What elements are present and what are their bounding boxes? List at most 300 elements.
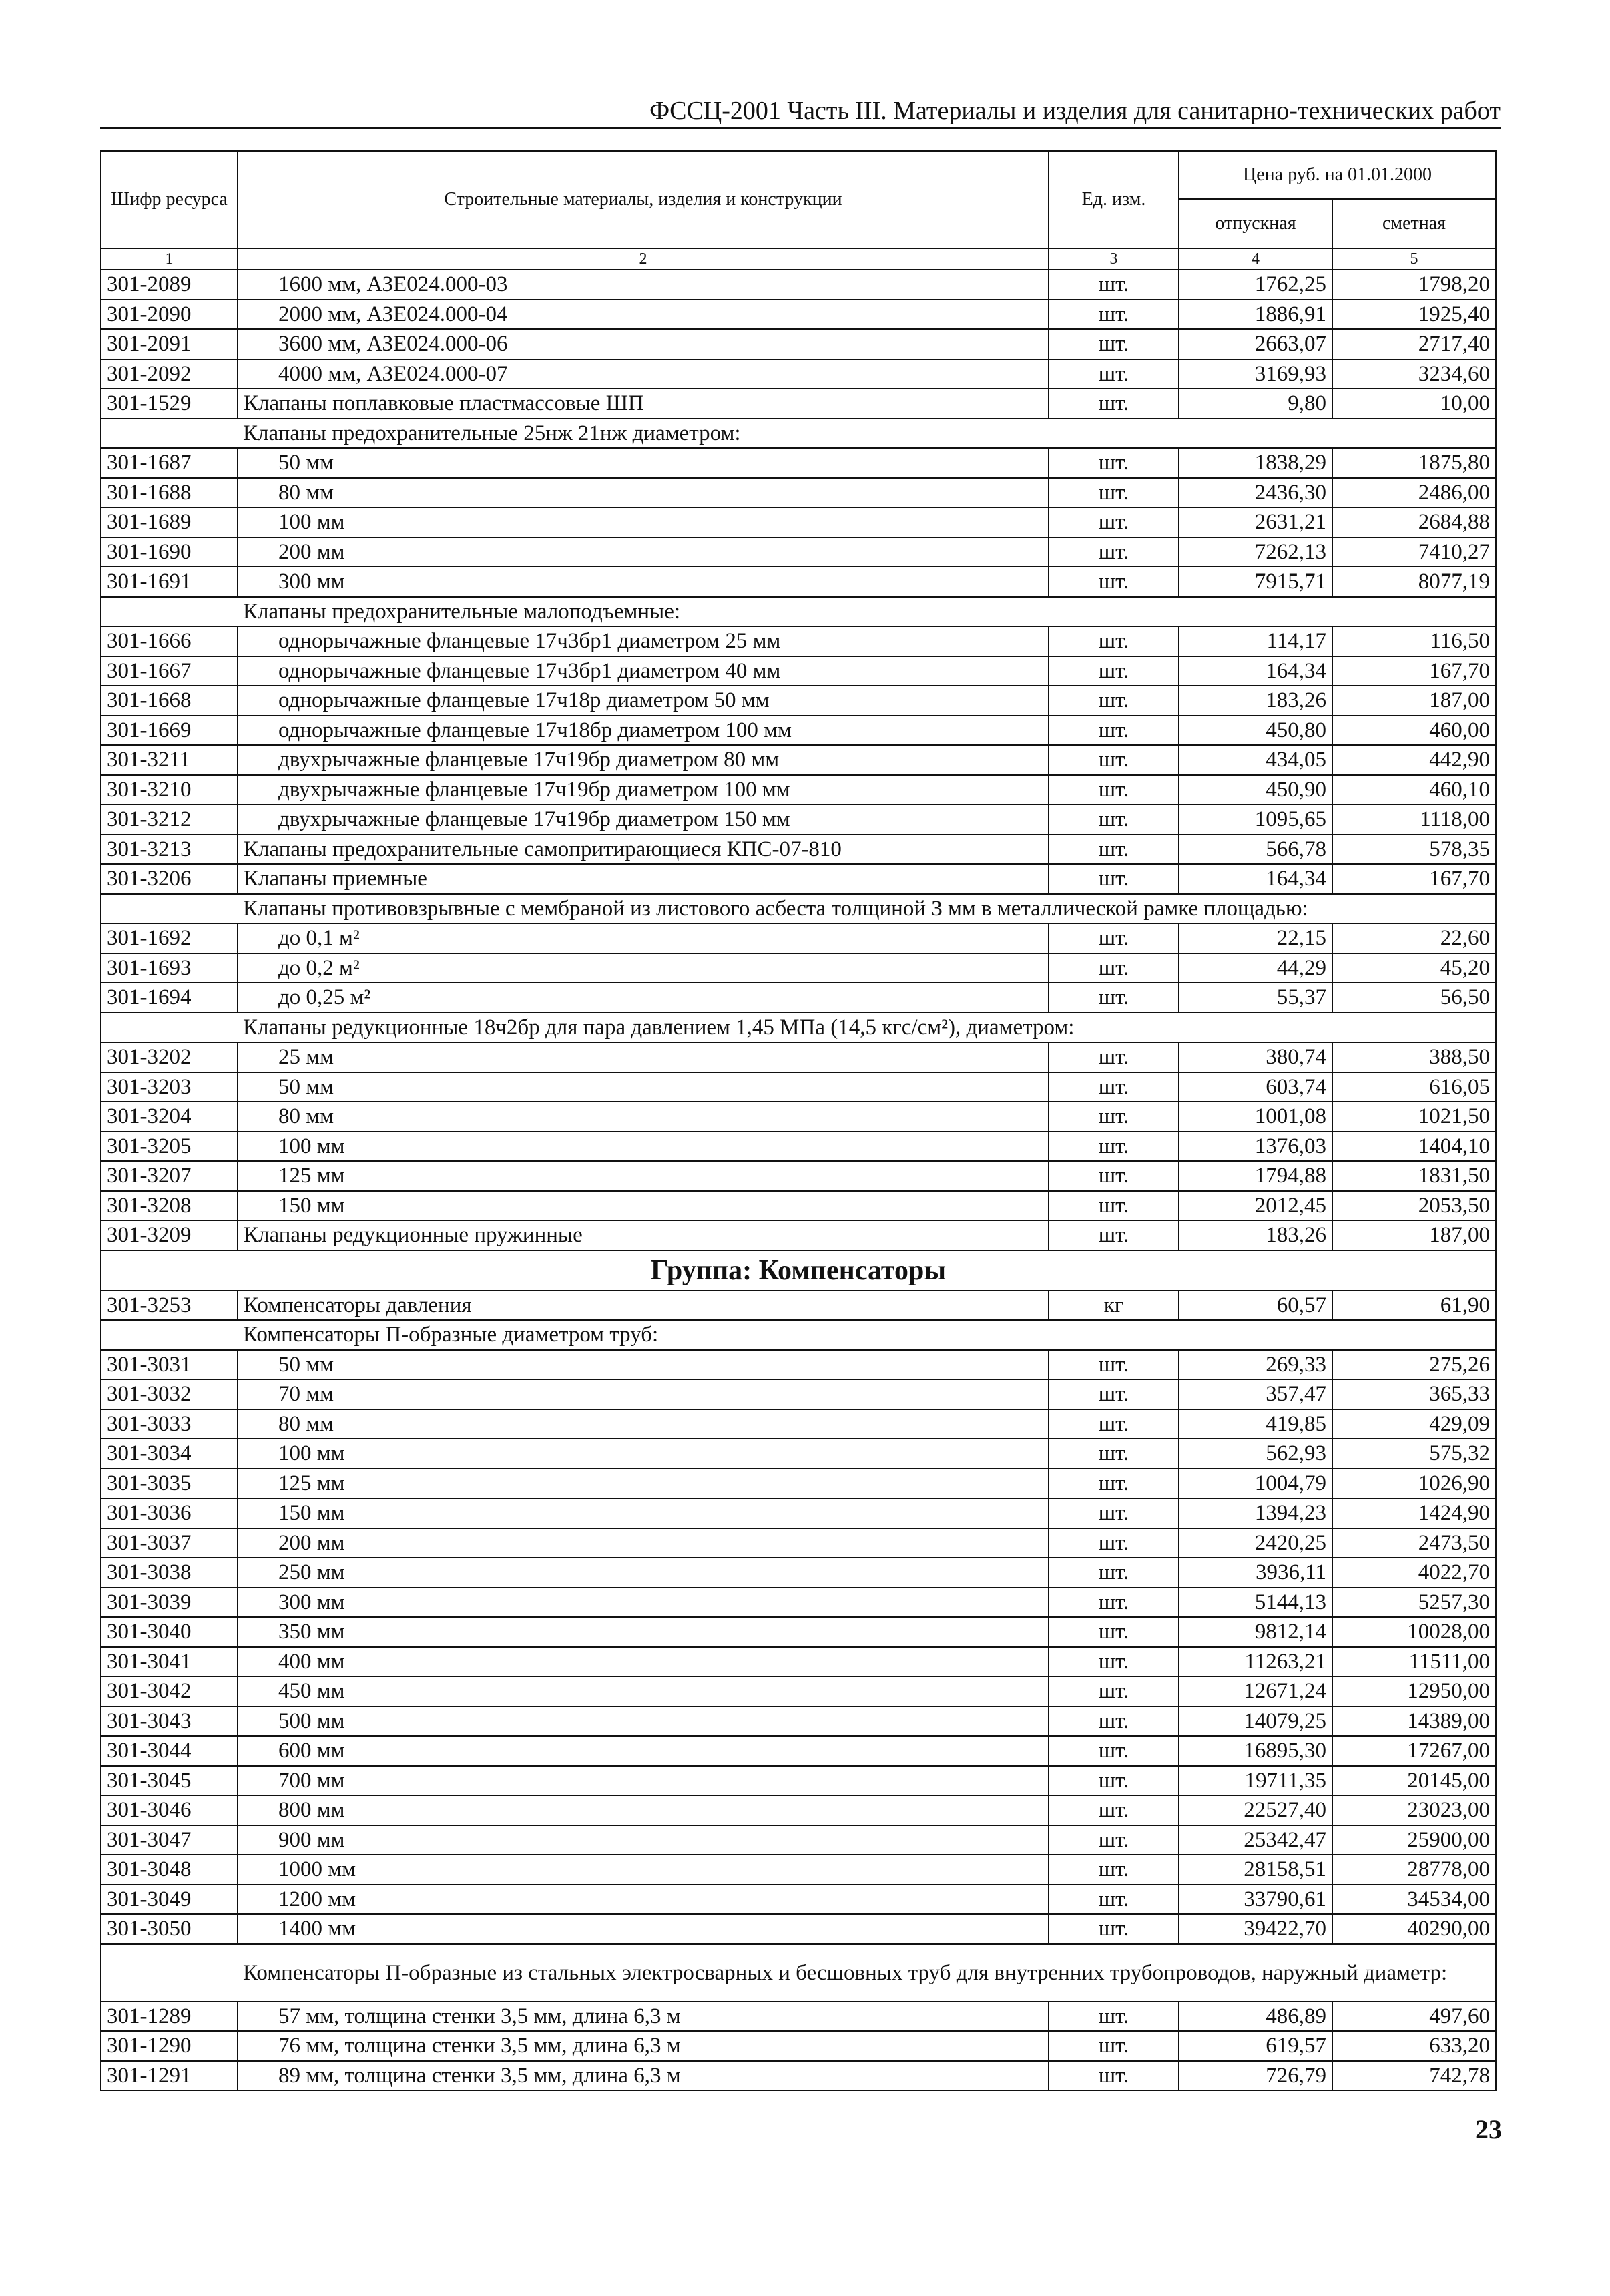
table-row (101, 686, 1496, 716)
price-estimate: 1424,90 (1332, 1498, 1496, 1528)
item-name: 89 мм, толщина стенки 3,5 мм, длина 6,3 м (238, 2061, 1049, 2091)
price-release: 3936,11 (1179, 1558, 1332, 1588)
price-release: 450,80 (1179, 716, 1332, 746)
unit-of-measure: шт. (1049, 537, 1179, 567)
resource-code: 301-3035 (101, 1469, 238, 1499)
item-name: 700 мм (238, 1766, 1049, 1796)
price-release: 9,80 (1179, 389, 1332, 419)
unit-of-measure: шт. (1049, 1706, 1179, 1737)
unit-of-measure: шт. (1049, 300, 1179, 330)
unit-of-measure: шт. (1049, 507, 1179, 537)
item-name: однорычажные фланцевые 17ч18р диаметром 50 мм (238, 686, 1049, 716)
price-release: 164,34 (1179, 864, 1332, 894)
item-name: 70 мм (238, 1379, 1049, 1409)
price-estimate: 1021,50 (1332, 1102, 1496, 1132)
resource-code: 301-2091 (101, 329, 238, 359)
resource-code: 301-3213 (101, 835, 238, 865)
item-name: 100 мм (238, 507, 1049, 537)
item-name: Клапаны приемные (238, 864, 1049, 894)
item-name: 300 мм (238, 1588, 1049, 1618)
price-release: 183,26 (1179, 1220, 1332, 1250)
price-estimate: 2473,50 (1332, 1528, 1496, 1558)
column-number: 4 (1179, 248, 1332, 270)
resource-code: 301-3044 (101, 1736, 238, 1766)
price-estimate: 575,32 (1332, 1439, 1496, 1469)
subheading-row (101, 1320, 1496, 1350)
price-release: 603,74 (1179, 1072, 1332, 1102)
table-row (101, 1558, 1496, 1588)
resource-code: 301-2090 (101, 300, 238, 330)
unit-of-measure: шт. (1049, 1825, 1179, 1855)
price-release: 19711,35 (1179, 1766, 1332, 1796)
price-estimate: 633,20 (1332, 2031, 1496, 2061)
table-row (101, 1220, 1496, 1250)
price-estimate: 429,09 (1332, 1409, 1496, 1439)
subheading-row (101, 419, 1496, 449)
resource-code: 301-3049 (101, 1885, 238, 1915)
item-name: Клапаны редукционные пружинные (238, 1220, 1049, 1250)
item-name: 150 мм (238, 1498, 1049, 1528)
resource-code: 301-1689 (101, 507, 238, 537)
price-estimate: 22,60 (1332, 923, 1496, 953)
price-estimate: 1118,00 (1332, 805, 1496, 835)
resource-code: 301-2089 (101, 270, 238, 300)
table-row (101, 983, 1496, 1013)
unit-of-measure: шт. (1049, 1676, 1179, 1706)
resource-code: 301-3041 (101, 1647, 238, 1677)
table-row (101, 923, 1496, 953)
price-estimate: 45,20 (1332, 953, 1496, 983)
item-name: двухрычажные фланцевые 17ч19бр диаметром 100 мм (238, 775, 1049, 805)
price-release: 380,74 (1179, 1042, 1332, 1072)
price-estimate: 497,60 (1332, 2002, 1496, 2032)
unit-of-measure: шт. (1049, 389, 1179, 419)
table-row (101, 1766, 1496, 1796)
group-heading: Группа: Компенсаторы (101, 1250, 1496, 1291)
price-release: 114,17 (1179, 626, 1332, 656)
unit-of-measure: шт. (1049, 2002, 1179, 2032)
subheading-row (101, 597, 1496, 627)
item-name: 100 мм (238, 1132, 1049, 1162)
item-name: 125 мм (238, 1161, 1049, 1191)
unit-of-measure: шт. (1049, 1469, 1179, 1499)
table-row (101, 300, 1496, 330)
price-release: 60,57 (1179, 1291, 1332, 1321)
price-release: 7915,71 (1179, 567, 1332, 597)
table-row (101, 1706, 1496, 1737)
subheading-row (101, 894, 1496, 924)
price-estimate: 40290,00 (1332, 1914, 1496, 1944)
price-release: 1095,65 (1179, 805, 1332, 835)
unit-of-measure: кг (1049, 1291, 1179, 1321)
price-release: 486,89 (1179, 2002, 1332, 2032)
resource-code: 301-1666 (101, 626, 238, 656)
unit-of-measure: шт. (1049, 1498, 1179, 1528)
table-row (101, 656, 1496, 686)
item-name: 100 мм (238, 1439, 1049, 1469)
price-estimate: 12950,00 (1332, 1676, 1496, 1706)
price-release: 726,79 (1179, 2061, 1332, 2091)
table-row (101, 1617, 1496, 1647)
price-estimate: 2486,00 (1332, 478, 1496, 508)
column-header-code: Шифр ресурса (101, 151, 238, 248)
price-release: 183,26 (1179, 686, 1332, 716)
table-row (101, 1072, 1496, 1102)
unit-of-measure: шт. (1049, 1647, 1179, 1677)
resource-code: 301-3205 (101, 1132, 238, 1162)
price-release: 566,78 (1179, 835, 1332, 865)
item-name: 25 мм (238, 1042, 1049, 1072)
price-estimate: 25900,00 (1332, 1825, 1496, 1855)
unit-of-measure: шт. (1049, 1132, 1179, 1162)
resource-code: 301-3039 (101, 1588, 238, 1618)
price-release: 2663,07 (1179, 329, 1332, 359)
unit-of-measure: шт. (1049, 1042, 1179, 1072)
unit-of-measure: шт. (1049, 2031, 1179, 2061)
subheading-spacer (101, 597, 238, 627)
unit-of-measure: шт. (1049, 1914, 1179, 1944)
unit-of-measure: шт. (1049, 1558, 1179, 1588)
price-estimate: 61,90 (1332, 1291, 1496, 1321)
price-release: 1004,79 (1179, 1469, 1332, 1499)
price-estimate: 20145,00 (1332, 1766, 1496, 1796)
price-estimate: 8077,19 (1332, 567, 1496, 597)
unit-of-measure: шт. (1049, 775, 1179, 805)
price-estimate: 275,26 (1332, 1350, 1496, 1380)
item-name: до 0,25 м² (238, 983, 1049, 1013)
price-estimate: 1831,50 (1332, 1161, 1496, 1191)
unit-of-measure: шт. (1049, 1220, 1179, 1250)
item-name: 125 мм (238, 1469, 1049, 1499)
item-name: 800 мм (238, 1795, 1049, 1825)
resource-code: 301-3036 (101, 1498, 238, 1528)
resource-code: 301-3209 (101, 1220, 238, 1250)
unit-of-measure: шт. (1049, 1855, 1179, 1885)
unit-of-measure: шт. (1049, 626, 1179, 656)
price-release: 39422,70 (1179, 1914, 1332, 1944)
item-name: 1000 мм (238, 1855, 1049, 1885)
unit-of-measure: шт. (1049, 329, 1179, 359)
table-row (101, 2061, 1496, 2091)
unit-of-measure: шт. (1049, 359, 1179, 389)
price-release: 25342,47 (1179, 1825, 1332, 1855)
price-release: 2436,30 (1179, 478, 1332, 508)
subheading-spacer (101, 1013, 238, 1043)
page-header-title: ФССЦ-2001 Часть III. Материалы и изделия для санитарно-технических работ (649, 97, 1501, 125)
table-row (101, 359, 1496, 389)
item-name: 300 мм (238, 567, 1049, 597)
price-release: 14079,25 (1179, 1706, 1332, 1737)
price-estimate: 56,50 (1332, 983, 1496, 1013)
subheading-spacer (101, 1320, 238, 1350)
resource-code: 301-3038 (101, 1558, 238, 1588)
unit-of-measure: шт. (1049, 1072, 1179, 1102)
item-name: 400 мм (238, 1647, 1049, 1677)
item-name: 350 мм (238, 1617, 1049, 1647)
unit-of-measure: шт. (1049, 478, 1179, 508)
subheading-text: Компенсаторы П-образные из стальных электросварных и бесшовных труб для внутренних трубопроводов, наружный диаметр: (238, 1944, 1496, 2002)
price-estimate: 1925,40 (1332, 300, 1496, 330)
item-name: 50 мм (238, 448, 1049, 478)
table-row (101, 1647, 1496, 1677)
unit-of-measure: шт. (1049, 1766, 1179, 1796)
price-release: 12671,24 (1179, 1676, 1332, 1706)
unit-of-measure: шт. (1049, 1379, 1179, 1409)
column-number: 2 (238, 248, 1049, 270)
item-name: 50 мм (238, 1072, 1049, 1102)
resource-code: 301-1693 (101, 953, 238, 983)
table-row (101, 270, 1496, 300)
table-row (101, 1379, 1496, 1409)
resource-code: 301-3212 (101, 805, 238, 835)
table-row (101, 1855, 1496, 1885)
table-row (101, 567, 1496, 597)
price-estimate: 2717,40 (1332, 329, 1496, 359)
price-estimate: 460,00 (1332, 716, 1496, 746)
table-body (101, 270, 1496, 2090)
price-estimate: 167,70 (1332, 656, 1496, 686)
price-release: 22527,40 (1179, 1795, 1332, 1825)
unit-of-measure: шт. (1049, 567, 1179, 597)
resource-code: 301-3043 (101, 1706, 238, 1737)
unit-of-measure: шт. (1049, 923, 1179, 953)
table-row (101, 1914, 1496, 1944)
price-release: 164,34 (1179, 656, 1332, 686)
price-estimate: 742,78 (1332, 2061, 1496, 2091)
item-name: 1200 мм (238, 1885, 1049, 1915)
column-number: 1 (101, 248, 238, 270)
price-release: 22,15 (1179, 923, 1332, 953)
subheading-text: Компенсаторы П-образные диаметром труб: (238, 1320, 1496, 1350)
item-name: 2000 мм, АЗЕ024.000-04 (238, 300, 1049, 330)
subheading-spacer (101, 894, 238, 924)
price-estimate: 34534,00 (1332, 1885, 1496, 1915)
price-release: 357,47 (1179, 1379, 1332, 1409)
subheading-spacer (101, 419, 238, 449)
price-estimate: 116,50 (1332, 626, 1496, 656)
price-release: 11263,21 (1179, 1647, 1332, 1677)
unit-of-measure: шт. (1049, 656, 1179, 686)
price-estimate: 388,50 (1332, 1042, 1496, 1072)
price-release: 2012,45 (1179, 1191, 1332, 1221)
resource-code: 301-3048 (101, 1855, 238, 1885)
resource-code: 301-3040 (101, 1617, 238, 1647)
resource-code: 301-1687 (101, 448, 238, 478)
price-estimate: 187,00 (1332, 686, 1496, 716)
resource-code: 301-1669 (101, 716, 238, 746)
subheading-text: Клапаны предохранительные 25нж 21нж диаметром: (238, 419, 1496, 449)
price-estimate: 578,35 (1332, 835, 1496, 865)
item-name: Компенсаторы давления (238, 1291, 1049, 1321)
table-row (101, 1191, 1496, 1221)
table-row (101, 329, 1496, 359)
item-name: 57 мм, толщина стенки 3,5 мм, длина 6,3 м (238, 2002, 1049, 2032)
price-release: 269,33 (1179, 1350, 1332, 1380)
resource-code: 301-3042 (101, 1676, 238, 1706)
unit-of-measure: шт. (1049, 270, 1179, 300)
item-name: 4000 мм, АЗЕ024.000-07 (238, 359, 1049, 389)
unit-of-measure: шт. (1049, 1528, 1179, 1558)
unit-of-measure: шт. (1049, 1795, 1179, 1825)
resource-code: 301-3033 (101, 1409, 238, 1439)
price-release: 3169,93 (1179, 359, 1332, 389)
item-name: однорычажные фланцевые 17ч3бр1 диаметром 25 мм (238, 626, 1049, 656)
resource-code: 301-3037 (101, 1528, 238, 1558)
resource-code: 301-3210 (101, 775, 238, 805)
price-estimate: 28778,00 (1332, 1855, 1496, 1885)
unit-of-measure: шт. (1049, 1617, 1179, 1647)
unit-of-measure: шт. (1049, 745, 1179, 775)
group-heading-row (101, 1250, 1496, 1291)
table-row (101, 1825, 1496, 1855)
price-estimate: 11511,00 (1332, 1647, 1496, 1677)
resource-code: 301-3047 (101, 1825, 238, 1855)
price-release: 1376,03 (1179, 1132, 1332, 1162)
subheading-text: Клапаны противовзрывные с мембраной из листового асбеста толщиной 3 мм в металлической рамке площадью: (238, 894, 1496, 924)
item-name: до 0,2 м² (238, 953, 1049, 983)
price-release: 2420,25 (1179, 1528, 1332, 1558)
header-rule (100, 127, 1501, 129)
resource-code: 301-3050 (101, 1914, 238, 1944)
item-name: двухрычажные фланцевые 17ч19бр диаметром 150 мм (238, 805, 1049, 835)
unit-of-measure: шт. (1049, 1885, 1179, 1915)
column-header-price-group: Цена руб. на 01.01.2000 (1179, 151, 1496, 199)
price-estimate: 2053,50 (1332, 1191, 1496, 1221)
table-row (101, 478, 1496, 508)
resource-code: 301-3046 (101, 1795, 238, 1825)
unit-of-measure: шт. (1049, 1191, 1179, 1221)
resource-code: 301-3208 (101, 1191, 238, 1221)
item-name: 1400 мм (238, 1914, 1049, 1944)
table-row (101, 1132, 1496, 1162)
unit-of-measure: шт. (1049, 1439, 1179, 1469)
price-estimate: 23023,00 (1332, 1795, 1496, 1825)
price-release: 1762,25 (1179, 270, 1332, 300)
unit-of-measure: шт. (1049, 1736, 1179, 1766)
price-estimate: 10,00 (1332, 389, 1496, 419)
unit-of-measure: шт. (1049, 805, 1179, 835)
resource-code: 301-3045 (101, 1766, 238, 1796)
table-row (101, 1042, 1496, 1072)
table-row (101, 1528, 1496, 1558)
item-name: 250 мм (238, 1558, 1049, 1588)
table-row (101, 626, 1496, 656)
resource-code: 301-3202 (101, 1042, 238, 1072)
table-row (101, 1498, 1496, 1528)
item-name: Клапаны предохранительные самопритирающиеся КПС-07-810 (238, 835, 1049, 865)
column-header-price-release: отпускная (1179, 199, 1332, 248)
resource-code: 301-3203 (101, 1072, 238, 1102)
price-release: 9812,14 (1179, 1617, 1332, 1647)
unit-of-measure: шт. (1049, 448, 1179, 478)
price-estimate: 14389,00 (1332, 1706, 1496, 1737)
item-name: 600 мм (238, 1736, 1049, 1766)
item-name: 500 мм (238, 1706, 1049, 1737)
column-number: 5 (1332, 248, 1496, 270)
item-name: 3600 мм, АЗЕ024.000-06 (238, 329, 1049, 359)
resource-code: 301-3206 (101, 864, 238, 894)
table-row (101, 1736, 1496, 1766)
table-row (101, 1102, 1496, 1132)
item-name: двухрычажные фланцевые 17ч19бр диаметром 80 мм (238, 745, 1049, 775)
resource-code: 301-1690 (101, 537, 238, 567)
page-number: 23 (1475, 2114, 1502, 2144)
price-estimate: 187,00 (1332, 1220, 1496, 1250)
item-name: 80 мм (238, 1409, 1049, 1439)
price-release: 44,29 (1179, 953, 1332, 983)
unit-of-measure: шт. (1049, 716, 1179, 746)
item-name: 200 мм (238, 1528, 1049, 1558)
price-release: 1838,29 (1179, 448, 1332, 478)
item-name: 80 мм (238, 478, 1049, 508)
table-row (101, 1885, 1496, 1915)
unit-of-measure: шт. (1049, 864, 1179, 894)
subheading-spacer (101, 1944, 238, 2002)
unit-of-measure: шт. (1049, 1588, 1179, 1618)
price-release: 2631,21 (1179, 507, 1332, 537)
price-release: 33790,61 (1179, 1885, 1332, 1915)
resource-code: 301-3032 (101, 1379, 238, 1409)
price-estimate: 2684,88 (1332, 507, 1496, 537)
subheading-text: Клапаны редукционные 18ч2бр для пара давлением 1,45 МПа (14,5 кгс/см²), диаметром: (238, 1013, 1496, 1043)
resource-code: 301-1694 (101, 983, 238, 1013)
price-release: 28158,51 (1179, 1855, 1332, 1885)
resource-code: 301-2092 (101, 359, 238, 389)
price-release: 55,37 (1179, 983, 1332, 1013)
resource-code: 301-1688 (101, 478, 238, 508)
price-estimate: 167,70 (1332, 864, 1496, 894)
resource-code: 301-1692 (101, 923, 238, 953)
resource-code: 301-1291 (101, 2061, 238, 2091)
price-estimate: 442,90 (1332, 745, 1496, 775)
table-row (101, 745, 1496, 775)
price-release: 1794,88 (1179, 1161, 1332, 1191)
table-row (101, 2002, 1496, 2032)
table-header (101, 151, 1496, 270)
item-name: 900 мм (238, 1825, 1049, 1855)
resource-code: 301-3034 (101, 1439, 238, 1469)
resource-code: 301-1668 (101, 686, 238, 716)
price-estimate: 3234,60 (1332, 359, 1496, 389)
item-name: 1600 мм, АЗЕ024.000-03 (238, 270, 1049, 300)
table-row (101, 1469, 1496, 1499)
resource-code: 301-1529 (101, 389, 238, 419)
table-row (101, 2031, 1496, 2061)
price-release: 419,85 (1179, 1409, 1332, 1439)
price-table (100, 150, 1497, 2091)
price-release: 619,57 (1179, 2031, 1332, 2061)
table-row (101, 775, 1496, 805)
table-row (101, 1439, 1496, 1469)
table-row (101, 1588, 1496, 1618)
price-release: 16895,30 (1179, 1736, 1332, 1766)
price-estimate: 616,05 (1332, 1072, 1496, 1102)
price-estimate: 1875,80 (1332, 448, 1496, 478)
unit-of-measure: шт. (1049, 835, 1179, 865)
resource-code: 301-1289 (101, 2002, 238, 2032)
table-row (101, 953, 1496, 983)
unit-of-measure: шт. (1049, 1409, 1179, 1439)
item-name: 50 мм (238, 1350, 1049, 1380)
unit-of-measure: шт. (1049, 1161, 1179, 1191)
item-name: однорычажные фланцевые 17ч3бр1 диаметром 40 мм (238, 656, 1049, 686)
price-release: 5144,13 (1179, 1588, 1332, 1618)
table-row (101, 448, 1496, 478)
table-row (101, 1795, 1496, 1825)
unit-of-measure: шт. (1049, 1350, 1179, 1380)
price-estimate: 4022,70 (1332, 1558, 1496, 1588)
price-estimate: 1404,10 (1332, 1132, 1496, 1162)
